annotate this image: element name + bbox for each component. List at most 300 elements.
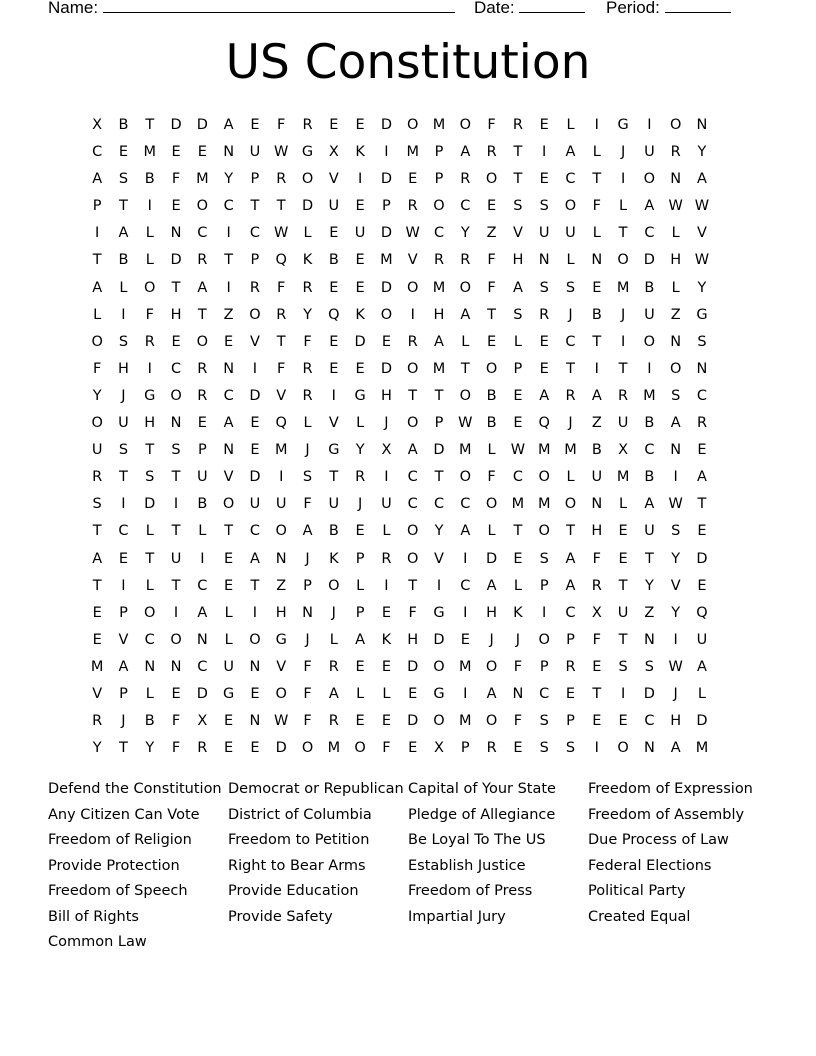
grid-letter[interactable]: U [249,144,261,161]
grid-letter[interactable]: N [591,252,603,269]
grid-letter[interactable]: V [697,225,707,242]
grid-letter[interactable]: E [171,198,181,215]
grid-letter[interactable]: U [328,496,340,513]
grid-letter[interactable]: R [696,415,708,432]
grid-letter[interactable]: A [565,550,576,567]
grid-letter[interactable]: M [459,442,472,459]
grid-letter[interactable]: W [668,496,683,513]
grid-letter[interactable]: H [670,713,682,730]
grid-letter[interactable]: M [432,360,446,377]
grid-letter[interactable]: Y [644,577,654,594]
grid-letter[interactable]: C [460,577,471,594]
grid-letter[interactable]: E [171,685,181,702]
grid-letter[interactable]: K [355,144,365,161]
grid-letter[interactable]: U [381,496,392,513]
grid-letter[interactable]: I [279,469,284,486]
grid-letter[interactable]: C [249,523,260,540]
grid-letter[interactable]: A [460,306,471,323]
grid-letter[interactable]: R [670,144,681,161]
grid-letter[interactable]: C [407,469,418,486]
grid-letter[interactable]: I [542,604,547,621]
grid-letter[interactable]: T [513,523,523,540]
grid-letter[interactable]: G [223,685,235,702]
grid-letter[interactable]: Z [276,577,287,594]
grid-letter[interactable]: A [565,144,576,161]
grid-letter[interactable]: T [224,252,234,269]
grid-letter[interactable]: E [355,198,365,215]
grid-letter[interactable]: L [356,685,365,702]
grid-letter[interactable]: J [384,415,389,432]
grid-letter[interactable]: U [565,225,576,242]
grid-letter[interactable]: I [620,333,626,350]
grid-letter[interactable]: D [196,685,208,702]
grid-letter[interactable]: I [463,550,468,567]
grid-letter[interactable]: I [673,631,678,648]
grid-letter[interactable]: K [302,252,313,269]
grid-letter[interactable]: E [592,279,602,296]
grid-letter[interactable]: A [565,577,576,594]
grid-letter[interactable]: S [671,523,681,540]
grid-letter[interactable]: V [276,387,287,404]
grid-letter[interactable]: E [408,740,418,757]
grid-letter[interactable]: D [196,117,208,133]
grid-letter[interactable]: D [249,469,261,486]
grid-letter[interactable]: O [407,360,419,377]
grid-letter[interactable]: H [117,360,129,377]
grid-letter[interactable]: M [327,740,341,757]
grid-letter[interactable]: L [145,252,154,269]
grid-letter[interactable]: M [432,117,446,133]
grid-letter[interactable]: Q [275,415,287,432]
grid-letter[interactable]: L [356,415,365,432]
grid-letter[interactable]: R [144,333,155,350]
grid-letter[interactable]: A [670,740,681,757]
grid-letter[interactable]: B [328,523,339,540]
grid-letter[interactable]: H [433,306,445,323]
grid-letter[interactable]: X [197,713,208,730]
grid-letter[interactable]: R [565,387,576,404]
grid-letter[interactable]: O [433,713,445,730]
grid-letter[interactable]: L [329,631,338,648]
grid-letter[interactable]: V [328,171,339,188]
grid-letter[interactable]: F [513,713,523,730]
grid-letter[interactable]: I [147,198,152,215]
grid-letter[interactable]: F [487,469,496,486]
grid-letter[interactable]: E [224,550,234,567]
grid-letter[interactable]: I [384,144,389,161]
grid-letter[interactable]: A [434,333,444,350]
grid-letter[interactable]: R [486,144,497,161]
grid-letter[interactable]: C [170,360,182,377]
grid-letter[interactable]: D [380,225,392,242]
grid-letter[interactable]: F [382,740,391,757]
grid-letter[interactable]: S [302,469,313,486]
grid-letter[interactable]: D [696,713,708,730]
grid-letter[interactable]: E [513,740,523,757]
grid-letter[interactable]: P [434,144,444,161]
grid-letter[interactable]: C [565,604,576,621]
grid-letter[interactable]: C [644,442,655,459]
grid-letter[interactable]: R [355,469,366,486]
grid-letter[interactable]: G [301,144,314,161]
grid-letter[interactable]: S [513,198,523,215]
name-blank[interactable] [103,0,455,13]
grid-letter[interactable]: O [433,658,445,675]
grid-letter[interactable]: P [355,604,365,621]
grid-letter[interactable]: I [463,685,468,702]
grid-letter[interactable]: E [592,713,602,730]
grid-letter[interactable]: R [276,171,287,188]
grid-letter[interactable]: E [487,198,497,215]
grid-letter[interactable]: O [459,387,472,404]
grid-letter[interactable]: F [277,117,286,133]
grid-letter[interactable]: G [433,604,445,621]
grid-letter[interactable]: G [433,685,445,702]
grid-letter[interactable]: M [616,279,630,296]
grid-letter[interactable]: T [644,550,654,567]
grid-letter[interactable]: X [92,117,103,133]
grid-letter[interactable]: D [380,117,392,133]
grid-letter[interactable]: F [303,658,312,675]
grid-letter[interactable]: A [539,387,550,404]
grid-letter[interactable]: D [275,740,287,757]
grid-letter[interactable]: T [329,469,339,486]
grid-letter[interactable]: C [197,577,208,594]
grid-letter[interactable]: T [618,577,628,594]
grid-letter[interactable]: G [144,387,156,404]
grid-letter[interactable]: C [644,713,655,730]
grid-letter[interactable]: N [696,360,708,377]
grid-letter[interactable]: P [119,685,128,702]
grid-letter[interactable]: U [538,225,550,242]
grid-letter[interactable]: T [250,577,260,594]
grid-letter[interactable]: E [92,631,102,648]
grid-letter[interactable]: N [223,144,235,161]
grid-letter[interactable]: G [328,442,340,459]
grid-letter[interactable]: R [512,117,523,133]
grid-letter[interactable]: R [302,360,313,377]
grid-letter[interactable]: I [542,144,547,161]
grid-letter[interactable]: R [407,333,418,350]
grid-letter[interactable]: O [144,279,156,296]
grid-letter[interactable]: N [144,658,156,675]
grid-letter[interactable]: O [380,306,393,323]
grid-letter[interactable]: O [538,469,550,486]
grid-letter[interactable]: V [407,252,418,269]
grid-letter[interactable]: K [513,604,523,621]
grid-letter[interactable]: E [355,252,365,269]
grid-letter[interactable]: M [695,740,709,757]
grid-letter[interactable]: B [486,415,497,432]
grid-letter[interactable]: P [460,740,470,757]
grid-letter[interactable]: N [302,604,313,621]
grid-letter[interactable]: J [515,631,521,648]
grid-letter[interactable]: T [145,117,155,133]
grid-letter[interactable]: O [407,523,419,540]
grid-letter[interactable]: G [354,387,366,404]
grid-letter[interactable]: R [433,252,445,269]
grid-letter[interactable]: N [170,658,182,675]
grid-letter[interactable]: D [407,658,419,675]
grid-letter[interactable]: U [249,496,261,513]
grid-letter[interactable]: W [274,225,289,242]
grid-letter[interactable]: T [92,252,102,269]
grid-letter[interactable]: P [434,171,444,188]
grid-letter[interactable]: X [618,442,629,459]
grid-letter[interactable]: C [144,631,155,648]
name-field[interactable] [48,0,455,18]
grid-letter[interactable]: O [617,740,629,757]
grid-letter[interactable]: S [618,658,628,675]
grid-letter[interactable]: V [92,685,103,702]
grid-letter[interactable]: T [592,685,602,702]
grid-letter[interactable]: I [410,306,415,323]
grid-letter[interactable]: F [487,117,496,133]
grid-letter[interactable]: C [512,469,523,486]
grid-letter[interactable]: F [592,550,601,567]
grid-letter[interactable]: W [458,415,473,432]
grid-letter[interactable]: L [119,279,128,296]
grid-letter[interactable]: E [329,117,339,133]
grid-letter[interactable]: T [618,631,628,648]
grid-letter[interactable]: O [249,306,261,323]
grid-letter[interactable]: E [565,685,576,702]
grid-letter[interactable]: L [513,577,522,594]
grid-letter[interactable]: V [249,333,260,350]
grid-letter[interactable]: B [144,713,155,730]
grid-letter[interactable]: Q [328,306,340,323]
grid-letter[interactable]: I [647,117,652,133]
grid-letter[interactable]: E [618,550,628,567]
grid-letter[interactable]: N [670,171,682,188]
grid-letter[interactable]: I [594,360,599,377]
grid-letter[interactable]: S [145,469,155,486]
grid-letter[interactable]: U [617,415,629,432]
grid-letter[interactable]: S [539,740,549,757]
grid-letter[interactable]: E [355,279,365,296]
grid-letter[interactable]: O [485,658,498,675]
grid-letter[interactable]: W [510,442,526,459]
grid-letter[interactable]: C [433,225,445,242]
grid-letter[interactable]: S [565,740,576,757]
grid-letter[interactable]: D [380,171,392,188]
grid-letter[interactable]: N [249,658,261,675]
grid-letter[interactable]: A [644,496,655,513]
grid-letter[interactable]: A [460,144,471,161]
grid-letter[interactable]: A [92,550,103,567]
grid-letter[interactable]: N [696,117,708,133]
grid-letter[interactable]: D [249,387,261,404]
grid-letter[interactable]: T [92,523,102,540]
grid-letter[interactable]: H [380,387,392,404]
grid-letter[interactable]: M [537,496,551,513]
grid-letter[interactable]: T [171,523,181,540]
grid-letter[interactable]: G [617,117,629,133]
grid-letter[interactable]: E [539,117,549,133]
grid-letter[interactable]: L [487,442,496,459]
grid-letter[interactable]: L [145,523,154,540]
grid-letter[interactable]: O [538,523,550,540]
grid-letter[interactable]: R [197,360,208,377]
grid-letter[interactable]: E [250,740,260,757]
grid-letter[interactable]: S [118,442,129,459]
grid-letter[interactable]: E [92,604,102,621]
grid-letter[interactable]: O [459,279,472,296]
grid-letter[interactable]: O [354,740,366,757]
grid-letter[interactable]: T [592,171,602,188]
grid-letter[interactable]: O [669,360,682,377]
grid-letter[interactable]: R [565,658,576,675]
grid-letter[interactable]: L [356,577,365,594]
date-blank[interactable] [519,0,585,13]
grid-letter[interactable]: M [274,442,288,459]
grid-letter[interactable]: S [671,387,681,404]
grid-letter[interactable]: L [619,198,628,215]
grid-letter[interactable]: Y [697,144,707,161]
grid-letter[interactable]: U [197,469,208,486]
grid-letter[interactable]: Z [670,306,681,323]
grid-letter[interactable]: T [566,360,575,377]
grid-letter[interactable]: O [301,171,314,188]
grid-letter[interactable]: I [121,496,126,513]
grid-letter[interactable]: D [170,117,182,133]
grid-letter[interactable]: E [250,685,260,702]
grid-letter[interactable]: Q [538,415,550,432]
grid-letter[interactable]: T [119,198,128,215]
grid-letter[interactable]: A [249,550,260,567]
grid-letter[interactable]: V [276,658,287,675]
grid-letter[interactable]: W [274,713,289,730]
grid-letter[interactable]: L [198,523,207,540]
grid-letter[interactable]: E [355,360,365,377]
grid-letter[interactable]: O [643,171,656,188]
grid-letter[interactable]: L [461,333,470,350]
grid-letter[interactable]: C [433,496,445,513]
grid-letter[interactable]: L [224,631,233,648]
grid-letter[interactable]: E [171,333,181,350]
grid-letter[interactable]: A [697,171,707,188]
grid-letter[interactable]: J [305,631,310,648]
grid-letter[interactable]: J [620,144,626,161]
grid-letter[interactable]: T [487,306,497,323]
grid-letter[interactable]: U [118,415,129,432]
grid-letter[interactable]: A [697,658,707,675]
grid-letter[interactable]: I [121,306,126,323]
grid-letter[interactable]: M [196,171,209,188]
grid-letter[interactable]: O [433,198,445,215]
grid-letter[interactable]: O [407,415,419,432]
grid-letter[interactable]: D [301,198,314,215]
grid-letter[interactable]: S [513,306,523,323]
grid-letter[interactable]: P [355,550,365,567]
grid-letter[interactable]: D [170,252,182,269]
grid-letter[interactable]: T [92,577,102,594]
grid-letter[interactable]: V [670,577,681,594]
grid-letter[interactable]: N [249,713,261,730]
grid-letter[interactable]: N [170,415,182,432]
grid-letter[interactable]: A [197,279,208,296]
grid-letter[interactable]: Y [303,306,312,323]
grid-letter[interactable]: H [670,252,682,269]
grid-letter[interactable]: A [670,415,681,432]
grid-letter[interactable]: J [357,496,363,513]
grid-letter[interactable]: Y [671,604,681,621]
grid-letter[interactable]: O [91,415,103,432]
grid-letter[interactable]: B [591,306,602,323]
grid-letter[interactable]: N [512,685,524,702]
grid-letter[interactable]: I [173,496,179,513]
grid-letter[interactable]: E [224,740,234,757]
grid-letter[interactable]: A [355,631,366,648]
grid-letter[interactable]: N [670,333,682,350]
grid-letter[interactable]: C [249,225,260,242]
grid-letter[interactable]: T [566,523,575,540]
grid-letter[interactable]: L [566,252,575,269]
grid-letter[interactable]: Y [145,740,155,757]
grid-letter[interactable]: O [643,333,656,350]
grid-letter[interactable]: Z [223,306,234,323]
grid-letter[interactable]: E [539,333,549,350]
grid-letter[interactable]: P [197,442,207,459]
grid-letter[interactable]: R [92,713,103,730]
grid-letter[interactable]: U [644,144,655,161]
grid-letter[interactable]: R [328,658,339,675]
grid-letter[interactable]: N [196,631,208,648]
grid-letter[interactable]: U [644,306,655,323]
grid-letter[interactable]: R [197,740,208,757]
grid-letter[interactable]: Y [92,740,102,757]
grid-letter[interactable]: D [380,279,392,296]
grid-letter[interactable]: U [91,442,103,459]
grid-letter[interactable]: M [643,387,656,404]
grid-letter[interactable]: L [224,604,233,621]
grid-letter[interactable]: L [592,225,601,242]
grid-letter[interactable]: H [591,523,603,540]
grid-letter[interactable]: T [250,198,260,215]
grid-letter[interactable]: R [276,306,287,323]
grid-letter[interactable]: Y [697,279,707,296]
grid-letter[interactable]: E [513,415,523,432]
grid-letter[interactable]: F [171,713,181,730]
grid-letter[interactable]: L [145,225,154,242]
grid-letter[interactable]: H [144,415,156,432]
grid-letter[interactable]: C [644,225,655,242]
grid-letter[interactable]: U [354,225,366,242]
grid-letter[interactable]: T [513,171,523,188]
grid-letter[interactable]: C [197,658,208,675]
grid-letter[interactable]: L [671,279,680,296]
grid-letter[interactable]: I [384,577,389,594]
grid-letter[interactable]: F [145,306,154,323]
grid-letter[interactable]: J [620,306,626,323]
grid-letter[interactable]: E [592,658,602,675]
grid-letter[interactable]: S [118,171,129,188]
grid-letter[interactable]: J [305,550,310,567]
grid-letter[interactable]: C [696,387,708,404]
grid-letter[interactable]: R [197,252,208,269]
grid-letter[interactable]: L [303,415,312,432]
grid-letter[interactable]: F [513,658,523,675]
grid-letter[interactable]: J [331,604,336,621]
grid-letter[interactable]: D [486,550,498,567]
grid-letter[interactable]: X [328,144,339,161]
grid-letter[interactable]: O [538,631,550,648]
grid-letter[interactable]: O [485,171,498,188]
grid-letter[interactable]: S [118,333,129,350]
grid-letter[interactable]: Y [355,442,365,459]
grid-letter[interactable]: J [568,306,573,323]
grid-letter[interactable]: Y [224,171,234,188]
